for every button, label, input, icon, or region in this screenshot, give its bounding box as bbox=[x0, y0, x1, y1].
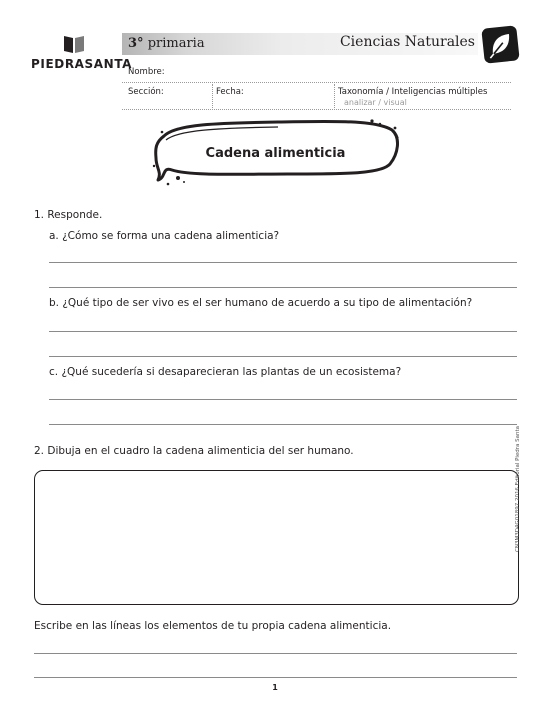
grade-label bbox=[128, 36, 205, 51]
book-logo-icon bbox=[63, 34, 85, 54]
page-number: 1 bbox=[272, 683, 278, 692]
answer-line[interactable] bbox=[34, 677, 517, 678]
question-1: 1. Responde. bbox=[34, 209, 103, 221]
grade-number: 3° bbox=[128, 36, 144, 51]
title-banner bbox=[148, 118, 403, 190]
question-3: Escribe en las líneas los elementos de tu propia cadena alimenticia. bbox=[34, 620, 392, 632]
field-divider bbox=[212, 84, 213, 108]
date-label: Fecha: bbox=[216, 87, 244, 97]
answer-line[interactable] bbox=[34, 653, 517, 654]
answer-line[interactable] bbox=[49, 262, 517, 263]
answer-line[interactable] bbox=[49, 356, 517, 357]
subject-title: Ciencias Naturales bbox=[339, 34, 475, 50]
question-1a: a. ¿Cómo se forma una cadena alimenticia? bbox=[49, 230, 280, 242]
page-title: Cadena alimenticia bbox=[205, 146, 346, 161]
field-divider bbox=[334, 84, 335, 108]
name-line[interactable] bbox=[122, 82, 511, 83]
brand-logo: PIEDRASANTA bbox=[31, 57, 133, 71]
section-label: Sección: bbox=[128, 87, 164, 97]
section-date-line bbox=[122, 109, 511, 110]
answer-line[interactable] bbox=[49, 331, 517, 332]
name-label: Nombre: bbox=[128, 67, 165, 77]
answer-line[interactable] bbox=[49, 399, 517, 400]
leaf-icon bbox=[481, 25, 519, 63]
question-2: 2. Dibuja en el cuadro la cadena alimenticia del ser humano. bbox=[34, 445, 354, 457]
side-code: CN3M3D4G01897 2016 Editorial Piedra Santa bbox=[515, 426, 521, 552]
question-1b: b. ¿Qué tipo de ser vivo es el ser humano de acuerdo a su tipo de alimentación? bbox=[49, 297, 473, 309]
grade-level: primaria bbox=[147, 36, 205, 51]
answer-line[interactable] bbox=[49, 287, 517, 288]
question-1c: c. ¿Qué sucedería si desaparecieran las plantas de un ecosistema? bbox=[49, 366, 402, 378]
taxonomy-subtext: analizar / visual bbox=[344, 98, 407, 107]
drawing-box[interactable] bbox=[34, 470, 519, 605]
answer-line[interactable] bbox=[49, 424, 517, 425]
taxonomy-label: Taxonomía / Inteligencias múltiples bbox=[338, 87, 488, 97]
